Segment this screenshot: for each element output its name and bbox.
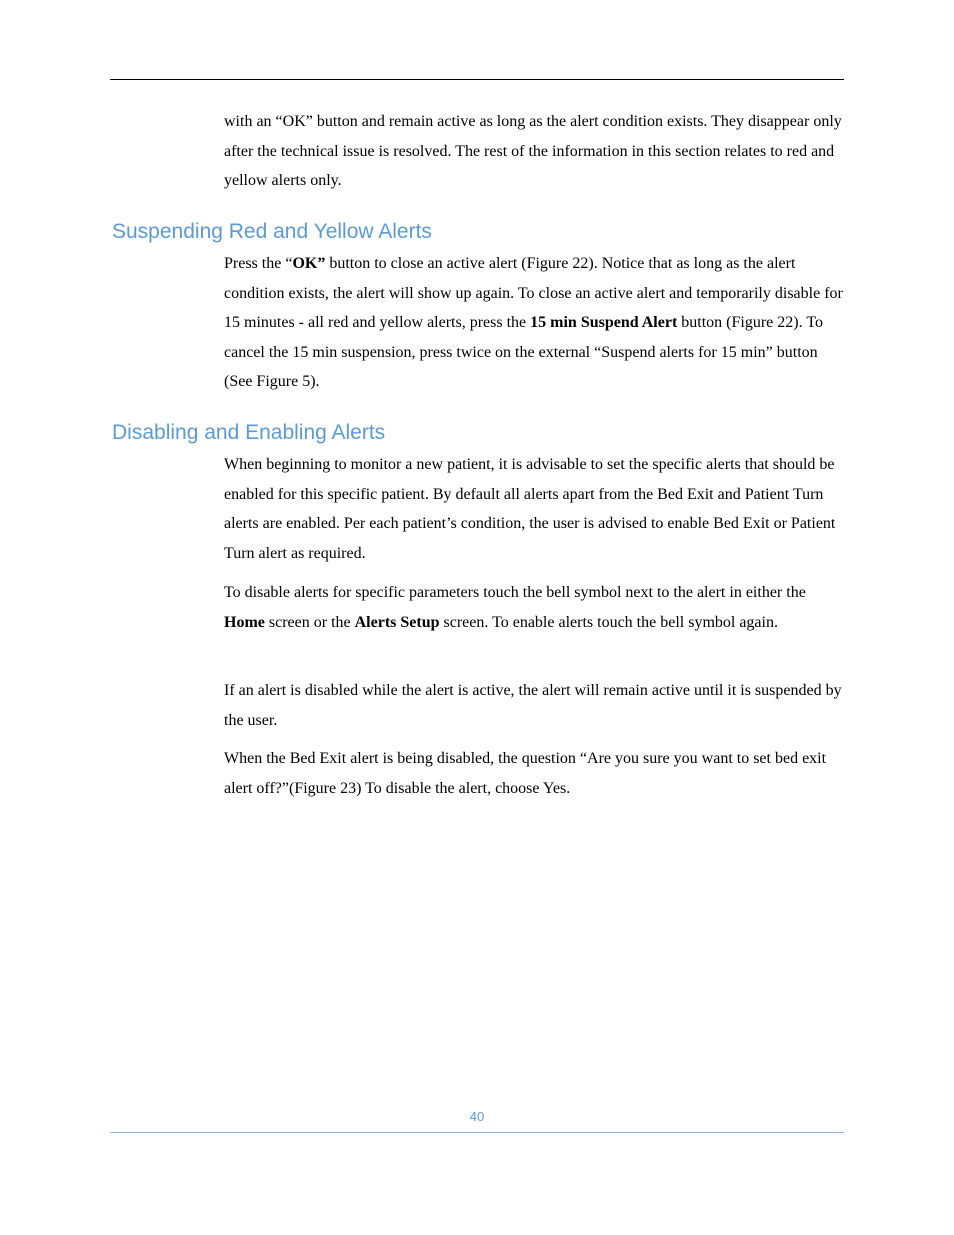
bold-ok: OK” — [292, 255, 326, 272]
text-run: To disable alerts for specific parameters touch the bell symbol next to the alert in either the — [224, 584, 806, 601]
disabling-paragraph-3: If an alert is disabled while the alert is active, the alert will remain active until it is suspended by the user. — [224, 682, 842, 729]
text-run: screen. To enable alerts touch the bell symbol again. — [439, 613, 778, 631]
disabling-paragraph-2 — [224, 578, 844, 637]
bold-home: Home — [224, 613, 265, 631]
intro-paragraph — [224, 107, 844, 196]
text-run: screen or the — [264, 613, 355, 631]
intro-text: with an “OK” button and remain active as long as the alert condition exists. They disappear only after the technical issue is resolved. The rest of the information in this section relates to red and yellow alerts only. — [224, 113, 842, 189]
page-number: 40 — [469, 1109, 485, 1124]
text-run: Press the “ — [224, 255, 293, 272]
header-rule — [110, 79, 844, 80]
footer-rule — [110, 1132, 844, 1133]
bold-suspend-alert: 15 min Suspend Alert — [530, 314, 678, 331]
suspending-paragraph — [224, 249, 844, 397]
disabling-paragraph-4: When the Bed Exit alert is being disabled, the question “Are you sure you want to set bed exit alert off?”(Figure 23) To disable the alert, choose Yes. — [224, 750, 827, 797]
text-run: button (Figure 22). To cancel the 15 min suspension, press twice on the external “Suspend alerts for 15 min” button (See Figure 5). — [224, 314, 823, 390]
disabling-paragraph-1: When beginning to monitor a new patient, it is advisable to set the specific alerts that should be enabled for this specific patient. By default all alerts apart from the Bed Exit and Patient Turn alerts are enabled. Per each patient’s condition, the user is advised to enable Bed Exit or Patient Turn alert as required. — [224, 456, 836, 562]
bold-alerts-setup: Alerts Setup — [354, 613, 440, 631]
section-heading-disabling: Disabling and Enabling Alerts — [112, 421, 386, 444]
text-run: button to close an active alert (Figure 22). Notice that as long as the alert condition exists, the alert will show up again. To close an active alert and temporarily disable for 15 minutes - all red and yellow alerts, press the — [224, 255, 843, 331]
section-heading-suspending: Suspending Red and Yellow Alerts — [112, 220, 432, 243]
